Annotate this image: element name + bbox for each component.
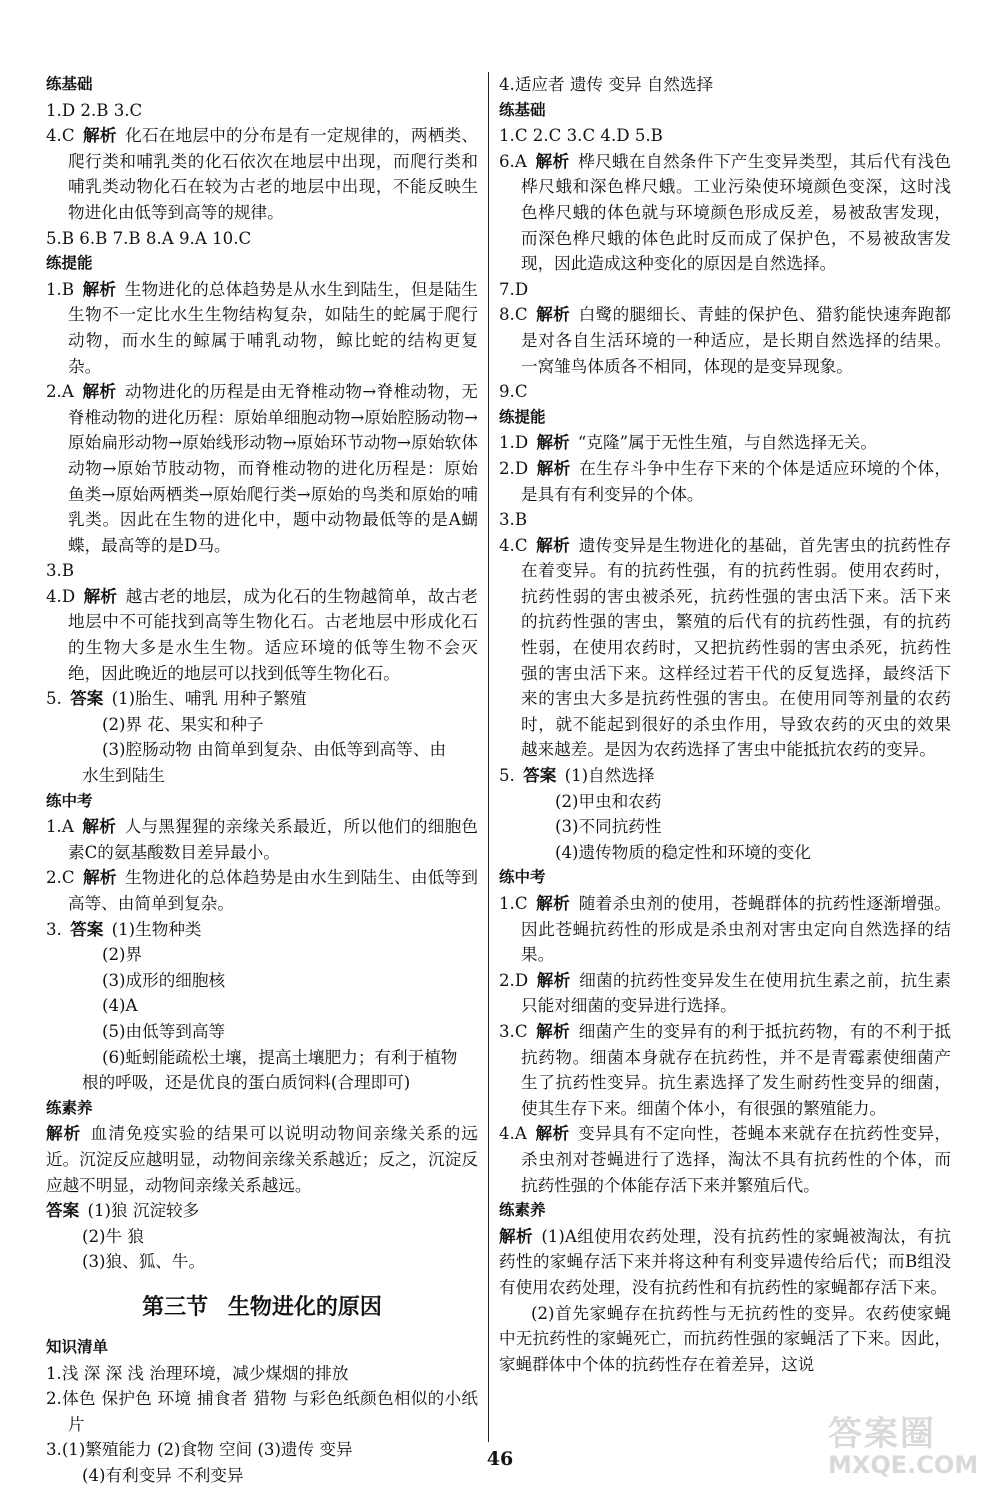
item-text: 3.B xyxy=(46,561,75,581)
answer-item xyxy=(499,1121,951,1198)
watermark-logo xyxy=(828,1406,996,1494)
item-text: 细菌产生的变异有的利于抵抗药物，有的不利于抵抗药物。细菌本身就存在抗药性，并不是青霉素使细菌产生了抗药性变异。抗生素选择了发生耐药性变异的细菌，使其生存下来。细菌个体小，有很强的繁殖能力。 xyxy=(521,1021,952,1118)
answer-item xyxy=(499,456,951,507)
item-tag: 解析 xyxy=(535,1021,571,1041)
answer-item xyxy=(46,584,478,686)
item-tag: 解析 xyxy=(535,305,571,325)
item-text: 血清免疫实验的结果可以说明动物间亲缘关系的远近。沉淀反应越明显，动物间亲缘关系越近；反之，沉淀反应越不明显，动物间亲缘关系越远。 xyxy=(46,1124,479,1195)
answer-item xyxy=(499,789,951,815)
answer-item xyxy=(499,1301,951,1378)
item-text: (4)A xyxy=(102,996,138,1016)
item-text: 化石在地层中的分布是有一定规律的，两栖类、爬行类和哺乳类的化石依次在地层中出现，而爬行类和哺乳类动物化石在较为古老的地层中出现，不能反映生物进化由低等到高等的规律。 xyxy=(68,126,479,222)
item-tag: 解析 xyxy=(82,126,117,146)
item-text: 3.B xyxy=(499,510,528,530)
page-number: 46 xyxy=(486,1448,514,1470)
answer-item xyxy=(499,891,951,968)
section-heading: 练中考 xyxy=(499,868,546,887)
item-tag: 解析 xyxy=(83,586,118,606)
answer-item xyxy=(46,1121,478,1198)
section-heading: 练基础 xyxy=(499,100,546,119)
answer-item xyxy=(46,865,478,916)
item-text: (1)生物种类 xyxy=(111,919,202,939)
answer-item xyxy=(46,968,478,994)
item-text: (2)首先家蝇存在抗药性与无抗药性的变异。农药使家蝇中无抗药性的家蝇死亡，而抗药性强的家蝇活了下来。因此，家蝇群体中个体的抗药性存在着差异，这说 xyxy=(499,1303,951,1374)
item-tag: 答案 xyxy=(46,1201,80,1221)
section-title: 第三节 生物进化的原因 xyxy=(142,1294,382,1320)
section-heading: 练中考 xyxy=(46,791,93,810)
answer-item xyxy=(499,72,951,98)
item-number: 1.D xyxy=(499,433,529,453)
item-number: 4.D xyxy=(46,586,76,606)
item-tag: 解析 xyxy=(499,1226,534,1246)
item-text: 根的呼吸，还是优良的蛋白质饲料(合理即可) xyxy=(82,1073,411,1093)
item-text: (2)界 xyxy=(102,945,143,965)
answer-item xyxy=(46,686,478,712)
answer-item xyxy=(46,993,478,1019)
item-text: “克隆”属于无性生殖，与自然选择无关。 xyxy=(577,433,877,453)
item-text: 5.B 6.B 7.B 8.A 9.A 10.C xyxy=(46,228,252,248)
section-heading: 练提能 xyxy=(499,407,546,426)
item-text: (6)蚯蚓能疏松土壤，提高土壤肥力；有利于植物 xyxy=(102,1047,458,1067)
item-text: (3)狼、狐、牛。 xyxy=(82,1252,206,1272)
watermark-url: MXQE.COM xyxy=(828,1451,979,1479)
item-text: 随着杀虫剂的使用，苍蝇群体的抗药性逐渐增强。因此苍蝇抗药性的形成是杀虫剂对害虫定向自然选择的结果。 xyxy=(521,894,952,965)
section-heading: 知识清单 xyxy=(46,1337,109,1356)
answer-item xyxy=(46,763,478,789)
answer-item xyxy=(499,763,951,789)
answer-item xyxy=(46,1361,478,1387)
answer-item xyxy=(499,123,951,149)
section-heading: 练基础 xyxy=(46,75,93,93)
item-number: 3.C xyxy=(499,1021,528,1041)
item-tag: 解析 xyxy=(536,458,571,478)
item-text: (1)A组使用农药处理，没有抗药性的家蝇被淘汰，有抗药性的家蝇存活下来并将这种有利变异遗传给后代；而B组没有使用农药处理，没有抗药性和有抗药性的家蝇都存活下来。 xyxy=(499,1226,952,1297)
item-text: (1)胎生、哺乳 用种子繁殖 xyxy=(111,689,307,709)
item-number: 5. xyxy=(46,689,62,709)
answer-item xyxy=(46,226,478,252)
item-text: 2.体色 保护色 环境 捕食者 猎物 与彩色纸颜色相似的小纸片 xyxy=(46,1389,478,1434)
item-number: 4.C xyxy=(46,126,75,146)
item-text: 1.D 2.B 3.C xyxy=(46,100,143,120)
answer-item xyxy=(499,430,951,456)
answer-item xyxy=(46,1198,478,1224)
answer-item xyxy=(46,814,478,865)
item-number: 8.C xyxy=(499,305,528,325)
answer-item xyxy=(46,98,478,124)
item-tag: 答案 xyxy=(523,766,557,786)
item-text: 3.(1)繁殖能力 (2)食物 空间 (3)遗传 变异 xyxy=(46,1440,353,1460)
item-tag: 解析 xyxy=(82,868,117,888)
item-number: 2.A xyxy=(46,382,74,402)
watermark-text: 答案圈 xyxy=(828,1414,936,1454)
item-tag: 解析 xyxy=(535,894,571,913)
item-text: (5)由低等到高等 xyxy=(102,1021,226,1041)
item-text: 7.D xyxy=(499,279,529,299)
item-tag: 解析 xyxy=(536,433,570,453)
answer-item xyxy=(46,1045,478,1071)
answer-item xyxy=(499,840,951,866)
answer-item xyxy=(499,533,951,763)
item-number: 3. xyxy=(46,919,62,939)
item-text: (2)界 花、果实和种子 xyxy=(102,714,264,734)
answer-item xyxy=(499,379,951,405)
answer-item xyxy=(499,277,951,303)
item-text: 遗传变异是生物进化的基础，首先害虫的抗药性存在着变异。有的抗药性强，有的抗药性弱。使用农药时，抗药性弱的害虫被杀死，抗药性强的害虫活下来。活下来的抗药性强的害虫，繁殖的后代有的抗药性强，有的抗药性弱，在使用农药时，又把抗药性弱的害虫杀死，抗药性强的害虫活下来。这样经过若干代的反复选择，最终活下来的害虫大多是抗药性强的害虫。在使用同等剂量的农药时，就不能起到很好的杀虫作用，导致农药的灭虫的效果越来越差。是因为农药选择了害虫中能抵抗农药的变异。 xyxy=(521,535,952,760)
item-text: 变异具有不定向性，苍蝇本来就存在抗药性变异，杀虫剂对苍蝇进行了选择，淘汰不具有抗药性的个体，而抗药性强的个体能存活下来并繁殖后代。 xyxy=(521,1124,952,1195)
item-number: 2.D xyxy=(499,458,529,478)
item-text: 白鹭的腿细长、青蛙的保护色、猎豹能快速奔跑都是对各自生活环境的一种适应，是长期自然选择的结果。一窝雏鸟体质各不相同，体现的是变异现象。 xyxy=(521,305,952,376)
left-column xyxy=(46,72,478,1488)
item-text: 水生到陆生 xyxy=(82,766,165,786)
answer-item xyxy=(499,302,951,379)
item-text: (2)牛 狼 xyxy=(82,1226,144,1246)
answer-item xyxy=(499,968,951,1019)
item-tag: 解析 xyxy=(536,970,571,990)
answer-item xyxy=(46,1386,478,1437)
item-text: (1)狼 沉淀较多 xyxy=(87,1201,200,1221)
section-heading: 练素养 xyxy=(499,1201,546,1220)
answer-item xyxy=(499,149,951,277)
item-tag: 解析 xyxy=(82,382,117,402)
section-heading: 练提能 xyxy=(46,254,93,273)
item-tag: 解析 xyxy=(535,535,571,555)
answer-item xyxy=(46,123,478,225)
column-divider xyxy=(488,72,489,1442)
item-text: 越古老的地层，成为化石的生物越简单，故古老地层中不可能找到高等生物化石。古老地层中形成化石的生物大多是水生生物。适应环境的低等生物不会灭绝，因此晚近的地层可以找到低等生物化石。 xyxy=(68,586,479,683)
item-tag: 答案 xyxy=(70,689,104,709)
item-tag: 解析 xyxy=(82,279,117,299)
answer-item xyxy=(46,737,478,763)
section-heading: 练素养 xyxy=(46,1098,93,1117)
item-number: 4.A xyxy=(499,1124,527,1144)
item-text: 在生存斗争中生存下来的个体是适应环境的个体，是具有有利变异的个体。 xyxy=(521,458,952,504)
item-text: 人与黑猩猩的亲缘关系最近，所以他们的细胞色素C的氨基酸数目差异最小。 xyxy=(68,817,479,862)
answer-item xyxy=(46,942,478,968)
answer-item xyxy=(499,507,951,533)
item-text: 生物进化的总体趋势是从水生到陆生，但是陆生生物不一定比水生生物结构复杂，如陆生的蛇属于爬行动物，而水生的鲸属于哺乳动物，鲸比蛇的结构更复杂。 xyxy=(68,279,479,376)
answer-item xyxy=(46,917,478,943)
answer-item xyxy=(499,814,951,840)
item-text: 桦尺蛾在自然条件下产生变异类型，其后代有浅色桦尺蛾和深色桦尺蛾。工业污染使环境颜色变深，这时浅色桦尺蛾的体色就与环境颜色形成反差，易被敌害发现，而深色桦尺蛾的体色此时反而成了保护色，不易被敌害发现，因此造成这种变化的原因是自然选择。 xyxy=(521,151,952,274)
answer-item xyxy=(46,1070,478,1096)
answer-item xyxy=(46,1019,478,1045)
answer-item xyxy=(46,277,478,379)
item-text: (4)有利变异 不利变异 xyxy=(82,1465,244,1485)
item-tag: 解析 xyxy=(82,817,117,837)
answer-item xyxy=(46,379,478,558)
right-column xyxy=(499,72,951,1377)
item-number: 6.A xyxy=(499,151,527,171)
item-tag: 解析 xyxy=(535,151,570,171)
answer-item xyxy=(46,1224,478,1250)
item-text: 生物进化的总体趋势是由水生到陆生、由低等到高等、由简单到复杂。 xyxy=(68,868,479,913)
item-tag: 解析 xyxy=(535,1124,570,1144)
item-text: (4)遗传物质的稳定性和环境的变化 xyxy=(555,842,811,862)
answer-item xyxy=(46,712,478,738)
item-number: 2.C xyxy=(46,868,75,888)
item-text: 细菌的抗药性变异发生在使用抗生素之前，抗生素只能对细菌的变异进行选择。 xyxy=(521,970,952,1016)
item-number: 1.C xyxy=(499,894,528,913)
item-text: (3)成形的细胞核 xyxy=(102,970,226,990)
item-tag: 答案 xyxy=(70,919,104,939)
item-number: 1.A xyxy=(46,817,74,837)
answer-item xyxy=(46,558,478,584)
item-text: (3)腔肠动物 由简单到复杂、由低等到高等、由 xyxy=(102,740,447,760)
item-number: 4.C xyxy=(499,535,528,555)
item-text: (3)不同抗药性 xyxy=(555,817,662,837)
item-text: (2)甲虫和农药 xyxy=(555,791,662,811)
item-text: 1.浅 深 深 浅 治理环境，减少煤烟的排放 xyxy=(46,1363,349,1383)
item-text: 1.C 2.C 3.C 4.D 5.B xyxy=(499,126,663,146)
item-tag: 解析 xyxy=(46,1124,82,1144)
item-text: 动物进化的历程是由无脊椎动物→脊椎动物，无脊椎动物的进化历程：原始单细胞动物→原始腔肠动物→原始扁形动物→原始线形动物→原始环节动物→原始软体动物→原始节肢动物，而脊椎动物的进化历程是：原始鱼类→原始两栖类→原始爬行类→原始的鸟类和原始的哺乳类。因此在生物的进化中，题中动物最低等的是A蝴蝶，最高等的是D马。 xyxy=(68,382,478,555)
answer-item xyxy=(499,1019,951,1121)
item-text: (1)自然选择 xyxy=(564,766,655,786)
answer-item xyxy=(46,1249,478,1275)
answer-item xyxy=(499,1224,951,1301)
item-number: 2.D xyxy=(499,970,529,990)
item-number: 5. xyxy=(499,766,515,786)
item-text: 4.适应者 遗传 变异 自然选择 xyxy=(499,75,714,94)
item-number: 1.B xyxy=(46,279,75,299)
item-text: 9.C xyxy=(499,382,528,402)
